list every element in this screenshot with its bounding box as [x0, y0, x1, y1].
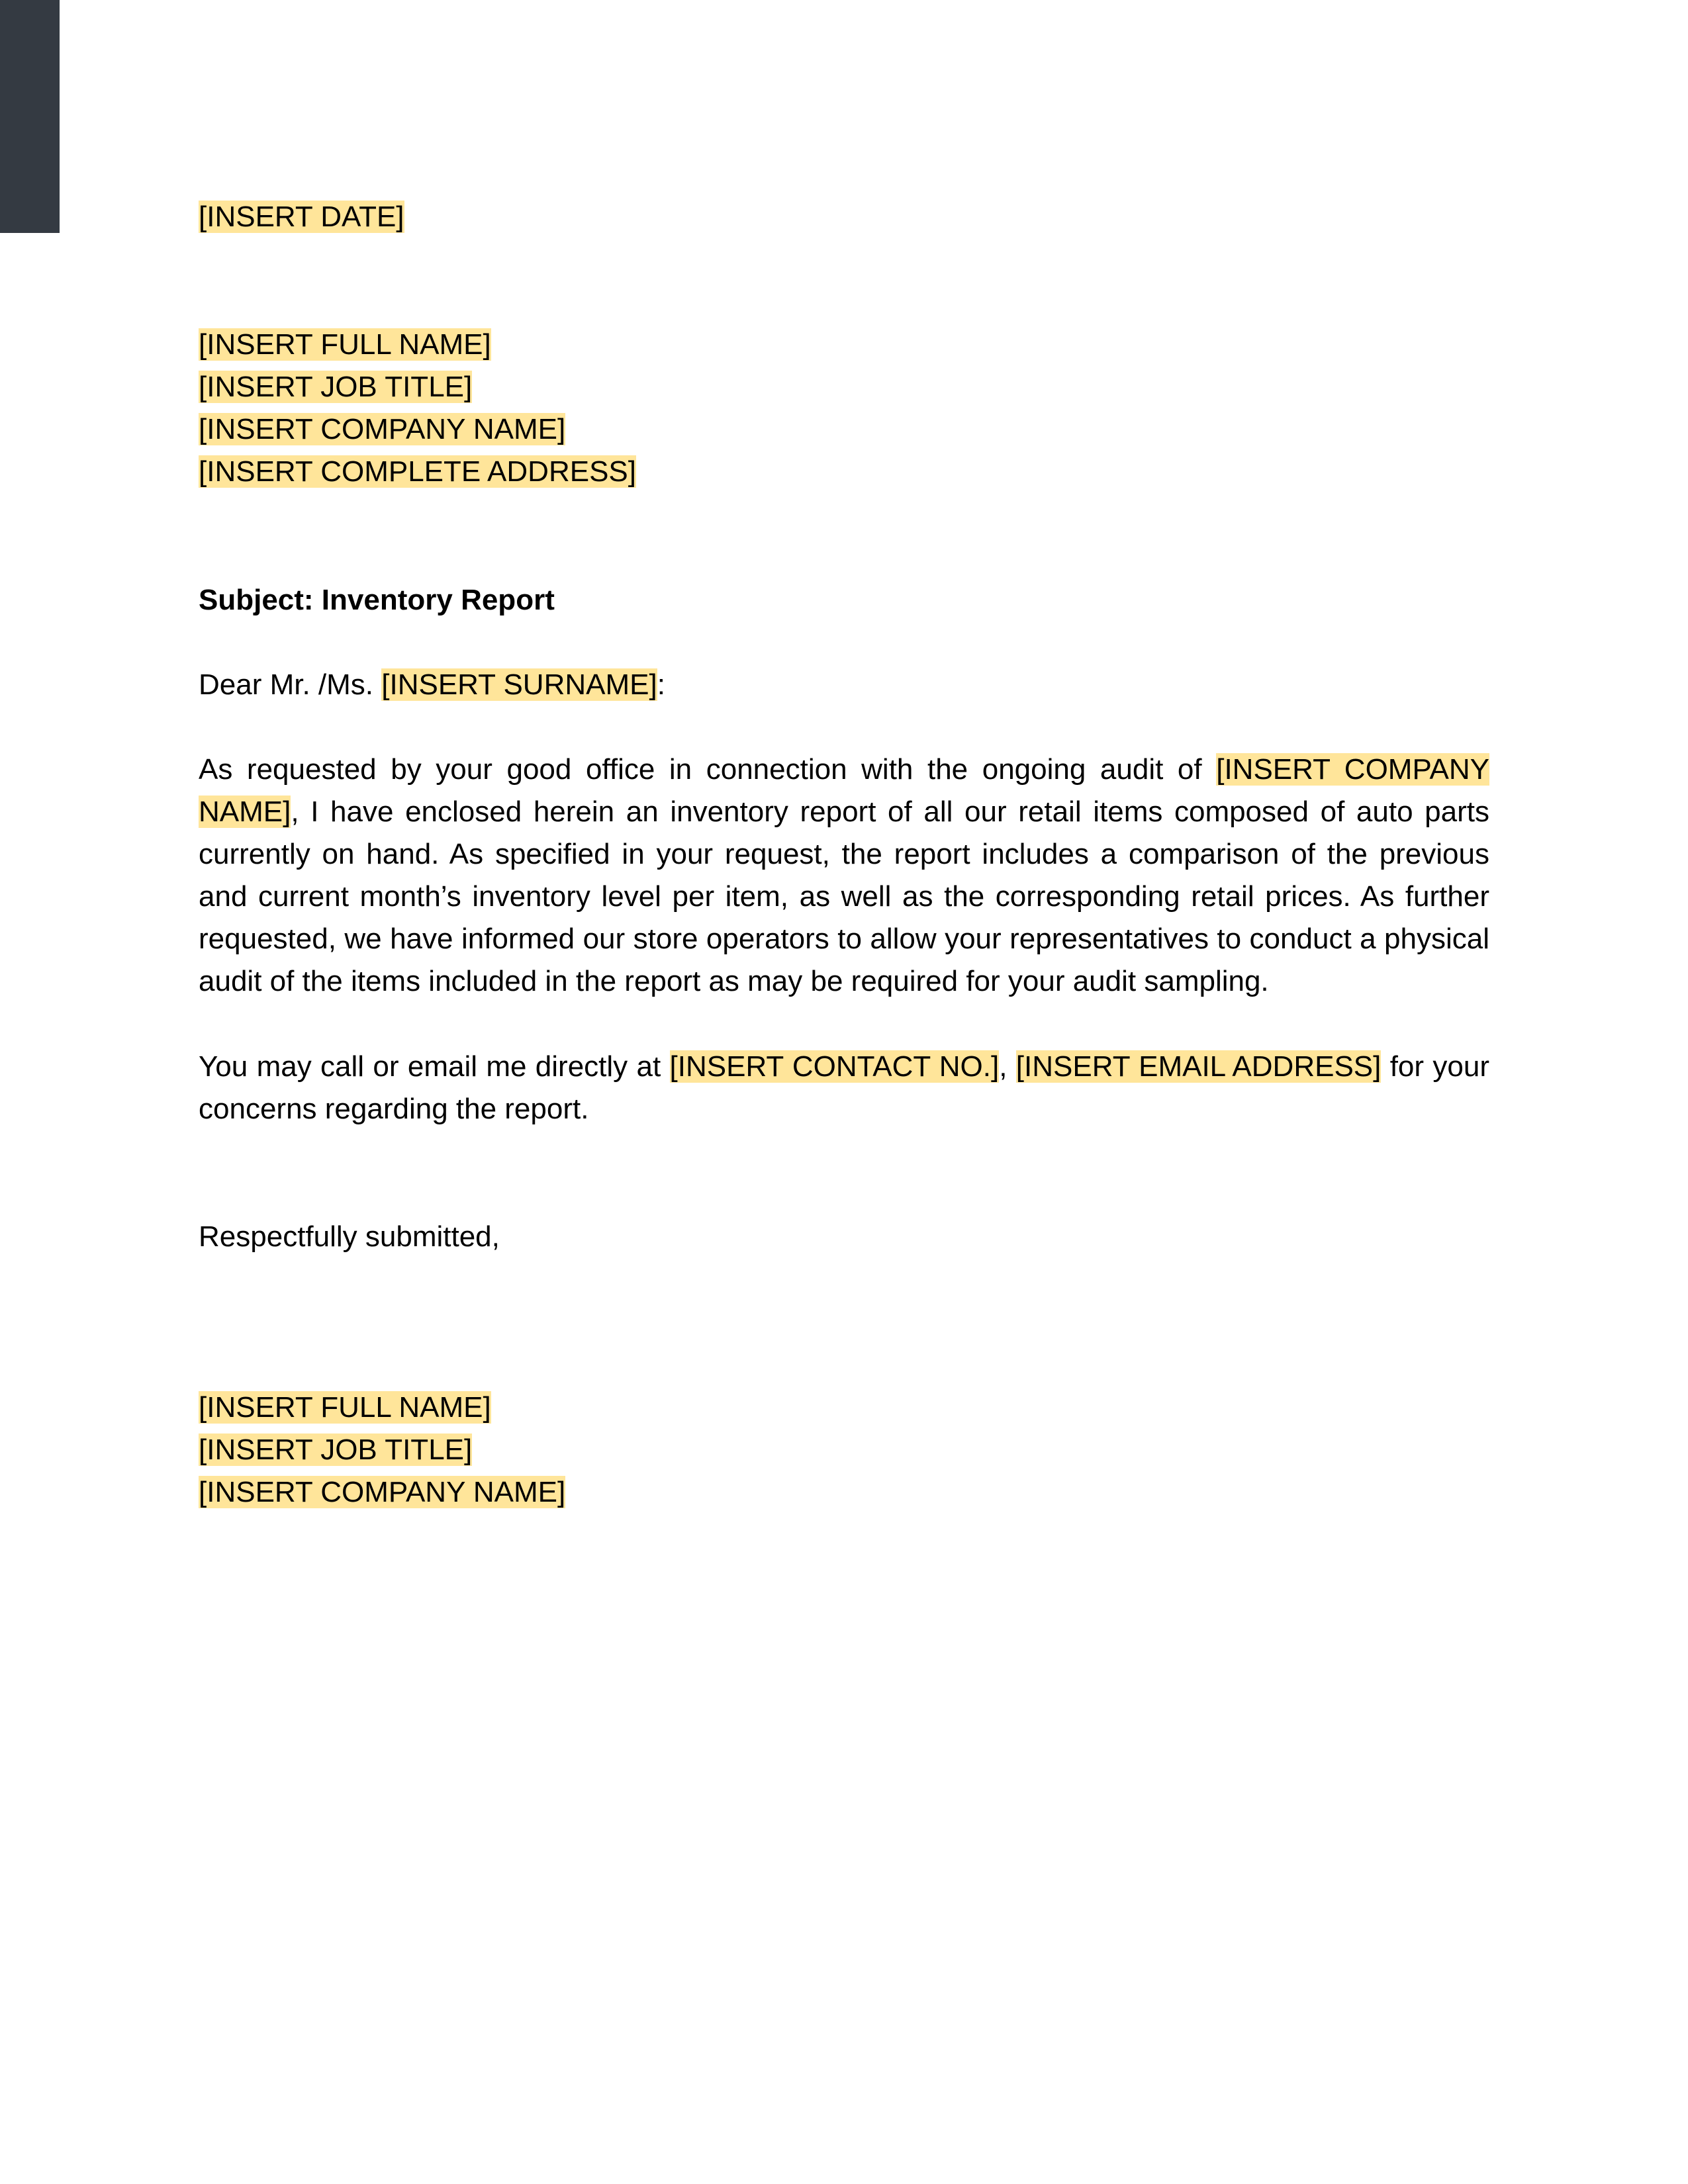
body-paragraph-1	[199, 749, 1489, 1003]
sender-name-line	[199, 1387, 491, 1429]
recipient-company-name-placeholder: [INSERT COMPANY NAME]	[199, 413, 566, 445]
sender-title-line	[199, 1429, 472, 1471]
contact-number-placeholder: [INSERT CONTACT NO.]	[669, 1050, 1000, 1083]
recipient-title-line	[199, 366, 472, 408]
paragraph-1-company-placeholder: [INSERT COMPANY NAME]	[199, 753, 1489, 828]
paragraph-2-separator: ,	[999, 1050, 1016, 1083]
paragraph-1-intro: As requested by your good office in connection with the ongoing audit of	[199, 753, 1217, 786]
recipient-company-line	[199, 408, 565, 451]
recipient-name-line	[199, 324, 491, 366]
paragraph-1-body: , I have enclosed herein an inventory report of all our retail items composed of auto parts currently on hand. As specified in your request, the report includes a comparison of the previous and current month’s inventory level per item, as well as the corresponding retail prices. As further requested, we have informed our store operators to allow your representatives to conduct a physical audit of the items included in the report as may be required for your audit sampling.	[199, 796, 1489, 997]
email-address-placeholder: [INSERT EMAIL ADDRESS]	[1015, 1050, 1382, 1083]
recipient-address-placeholder: [INSERT COMPLETE ADDRESS]	[199, 455, 636, 488]
sender-company-name-placeholder: [INSERT COMPANY NAME]	[199, 1476, 566, 1508]
sender-job-title-placeholder: [INSERT JOB TITLE]	[199, 1433, 473, 1466]
salutation-prefix: Dear Mr. /Ms.	[199, 668, 382, 701]
body-paragraph-2	[199, 1046, 1489, 1130]
recipient-address-line	[199, 451, 636, 493]
subject-line: Subject: Inventory Report	[199, 584, 555, 616]
closing-line: Respectfully submitted,	[199, 1220, 500, 1253]
salutation	[199, 664, 665, 706]
salutation-suffix: :	[657, 668, 665, 701]
recipient-job-title-placeholder: [INSERT JOB TITLE]	[199, 371, 473, 403]
date-placeholder: [INSERT DATE]	[199, 201, 404, 233]
side-tab-decoration	[0, 0, 60, 233]
sender-full-name-placeholder: [INSERT FULL NAME]	[199, 1391, 491, 1424]
paragraph-2-intro: You may call or email me directly at	[199, 1050, 670, 1083]
sender-company-line	[199, 1471, 565, 1514]
surname-placeholder: [INSERT SURNAME]	[381, 668, 657, 701]
paragraph-2-ending: for your concerns regarding the report.	[199, 1050, 1489, 1125]
date-line	[199, 196, 404, 238]
recipient-full-name-placeholder: [INSERT FULL NAME]	[199, 328, 491, 361]
